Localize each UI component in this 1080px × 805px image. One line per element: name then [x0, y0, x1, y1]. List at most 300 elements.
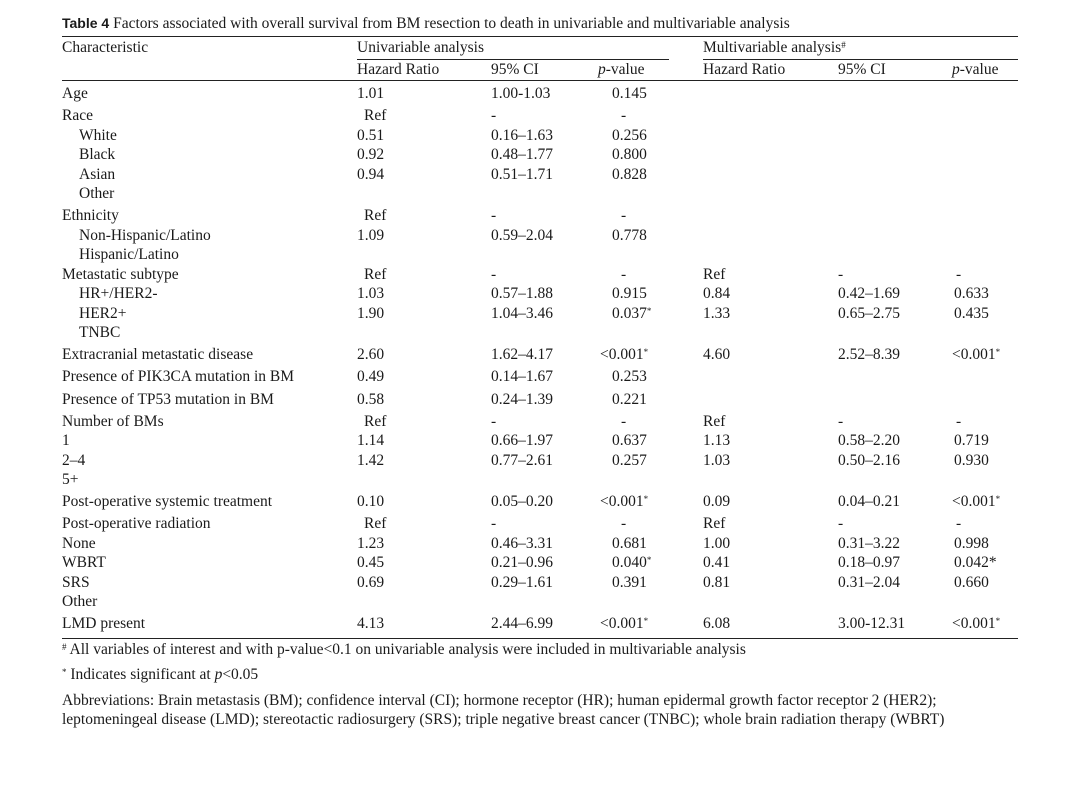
table-row [0, 390, 1080, 410]
univariable-p-value [612, 573, 647, 593]
table-row [0, 284, 1080, 304]
multivariable-p-value [954, 451, 989, 471]
univariable-hazard-ratio-text: 0.92 [357, 146, 385, 163]
univariable-hazard-ratio-text: 0.51 [357, 127, 385, 144]
univariable-hazard-ratio-text: 0.49 [357, 368, 385, 385]
multivariable-p-value [952, 492, 1000, 512]
row-label-text: Non-Hispanic/Latino [79, 227, 211, 244]
multivariable-hazard-ratio-text: 0.41 [703, 554, 731, 571]
univariable-p-value [600, 492, 648, 512]
row-label [62, 614, 145, 634]
row-label [62, 412, 164, 432]
multivariable-ci [838, 553, 900, 573]
table-row [0, 592, 1080, 612]
multivariable-p-value [956, 265, 961, 285]
univariable-ci-text: 1.00-1.03 [491, 85, 551, 102]
univariable-p-value [612, 534, 647, 554]
row-label [62, 534, 96, 554]
univariable-p-value-text: - [621, 515, 627, 532]
univariable-ci [491, 431, 553, 451]
univariable-p-value-text: 0.391 [612, 574, 647, 591]
multivariable-p-value [952, 345, 1000, 365]
table-row [0, 84, 1080, 104]
multivariable-ci [838, 431, 900, 451]
multivariable-hazard-ratio-text: 1.00 [703, 535, 731, 552]
univariable-p-value-text: <0.001 [600, 346, 644, 363]
univariable-p-value-text: <0.001 [600, 493, 644, 510]
multivariable-p-value-text: 0.633 [954, 285, 989, 302]
header-u-p [598, 61, 644, 79]
univariable-ci-text: 0.51–1.71 [491, 166, 553, 183]
row-label-text: Extracranial metastatic disease [62, 346, 254, 363]
row-label [62, 284, 158, 304]
multivariable-p-value [954, 304, 989, 324]
univariable-ci [491, 84, 550, 104]
univariable-hazard-ratio [364, 412, 386, 432]
row-label [62, 265, 179, 285]
multivariable-ci-text: 0.31–3.22 [838, 535, 900, 552]
row-label [62, 451, 85, 471]
row-label [62, 367, 294, 387]
univariable-p-value-text: 0.040 [612, 554, 647, 571]
header-u-p-italic: p [598, 61, 606, 78]
univariable-p-value [612, 165, 647, 185]
univariable-p-value-text: 0.145 [612, 85, 647, 102]
univariable-p-value [621, 265, 626, 285]
multivariable-p-value-text: 0.042* [954, 554, 997, 571]
multivariable-ci-text: 0.42–1.69 [838, 285, 900, 302]
univariable-ci-text: 0.29–1.61 [491, 574, 553, 591]
table-row [0, 514, 1080, 534]
row-label-text: TNBC [79, 324, 121, 341]
footnote-star-p: p [214, 666, 223, 683]
header-u-p-rest: -value [605, 61, 645, 78]
row-label-text: 5+ [62, 471, 79, 488]
univariable-hazard-ratio [357, 367, 384, 387]
multivariable-p-value [956, 412, 961, 432]
row-label [62, 390, 274, 410]
header-multivariable-label: Multivariable analysis [703, 39, 842, 56]
univariable-hazard-ratio-text: 1.09 [357, 227, 385, 244]
univariable-ci-text: 0.66–1.97 [491, 432, 553, 449]
multivariable-hazard-ratio-text: 1.33 [703, 305, 731, 322]
row-label [62, 553, 106, 573]
univariable-hazard-ratio-text: 0.94 [357, 166, 385, 183]
table-row [0, 534, 1080, 554]
multivariable-hazard-ratio-text: 1.03 [703, 452, 731, 469]
univariable-hazard-ratio [357, 553, 384, 573]
multivariable-hazard-ratio [703, 614, 730, 634]
univariable-ci-text: - [491, 266, 497, 283]
row-label [62, 106, 93, 126]
univariable-hazard-ratio [357, 573, 384, 593]
multivariable-p-value-text: <0.001 [952, 346, 996, 363]
row-label-text: Presence of TP53 mutation in BM [62, 391, 274, 408]
univariable-ci [491, 514, 496, 534]
header-m-ci: 95% CI [838, 61, 886, 78]
multivariable-ci [838, 412, 843, 432]
footnote-star [62, 665, 258, 685]
univariable-ci [491, 206, 496, 226]
multivariable-hazard-ratio-text: Ref [703, 515, 726, 532]
multivariable-hazard-ratio [703, 492, 730, 512]
row-label-text: Presence of PIK3CA mutation in BM [62, 368, 295, 385]
univariable-hazard-ratio-text: 1.42 [357, 452, 385, 469]
univariable-hazard-ratio [357, 390, 384, 410]
univariable-hazard-ratio [364, 265, 386, 285]
abbreviations-line-1: Abbreviations: Brain metastasis (BM); confidence interval (CI); hormone receptor (HR); human epidermal growth factor receptor 2 (HER2); [62, 692, 937, 709]
table-row [0, 184, 1080, 204]
significance-mark: * [646, 555, 652, 565]
univariable-hazard-ratio [357, 145, 384, 165]
multivariable-p-value [954, 553, 997, 573]
multivariable-hazard-ratio-text: 0.09 [703, 493, 731, 510]
top-rule [62, 36, 1018, 37]
univariable-hazard-ratio-text: 0.58 [357, 391, 385, 408]
univariable-ci [491, 573, 553, 593]
univariable-p-value [612, 145, 647, 165]
univariable-hazard-ratio [364, 514, 386, 534]
header-m-hr: Hazard Ratio [703, 61, 786, 78]
univariable-ci-text: - [491, 413, 497, 430]
univariable-hazard-ratio [357, 431, 384, 451]
univariable-p-value-text: 0.637 [612, 432, 647, 449]
header-u-ci: 95% CI [491, 61, 539, 78]
multivariable-ci [838, 492, 900, 512]
row-label-text: White [79, 127, 117, 144]
row-label [62, 470, 79, 490]
univariable-hazard-ratio-text: Ref [364, 207, 387, 224]
multivariable-hazard-ratio-text: Ref [703, 413, 726, 430]
multivariable-ci-text: 0.31–2.04 [838, 574, 900, 591]
row-label-text: 2–4 [62, 452, 86, 469]
univariable-p-value-text: 0.221 [612, 391, 647, 408]
row-label [62, 226, 211, 246]
multivariable-ci [838, 284, 900, 304]
row-label-text: Post-operative radiation [62, 515, 211, 532]
table-row [0, 492, 1080, 512]
univariable-hazard-ratio [357, 451, 384, 471]
row-label [62, 345, 253, 365]
univariable-p-value-text: - [621, 207, 627, 224]
row-label-text: Age [62, 85, 88, 102]
univariable-ci [491, 614, 553, 634]
significance-mark: * [995, 616, 1001, 626]
row-label-text: Post-operative systemic treatment [62, 493, 273, 510]
row-label-text: Race [62, 107, 93, 124]
multivariable-hazard-ratio [703, 534, 730, 554]
univariable-p-value [621, 514, 626, 534]
row-label [62, 304, 127, 324]
table-row [0, 367, 1080, 387]
univariable-ci-text: 0.48–1.77 [491, 146, 553, 163]
table-title: Factors associated with overall survival from BM resection to death in univariable and multivariable analysis [113, 15, 790, 32]
univariable-p-value [612, 431, 647, 451]
multivariable-p-value-text: - [956, 266, 962, 283]
multivariable-hazard-ratio-text: 6.08 [703, 615, 731, 632]
header-multivariable-mark: # [841, 40, 846, 50]
univariable-hazard-ratio [357, 534, 384, 554]
multivariable-ci [838, 265, 843, 285]
multivariable-hazard-ratio-text: 4.60 [703, 346, 731, 363]
significance-mark: * [995, 494, 1001, 504]
univariable-hazard-ratio [357, 226, 384, 246]
header-u-hr: Hazard Ratio [357, 61, 440, 78]
multivariable-p-value [954, 284, 989, 304]
table-row [0, 304, 1080, 324]
significance-mark: * [643, 494, 649, 504]
table-row [0, 573, 1080, 593]
bottom-rule [62, 638, 1018, 639]
univariable-ci [491, 304, 553, 324]
univariable-p-value [612, 553, 651, 573]
univariable-hazard-ratio-text: 0.69 [357, 574, 385, 591]
univariable-p-value-text: 0.915 [612, 285, 647, 302]
univariable-ci [491, 367, 553, 387]
multivariable-p-value-text: 0.930 [954, 452, 989, 469]
row-label [62, 84, 88, 104]
univariable-p-value-text: - [621, 266, 627, 283]
multivariable-p-value-text: 0.435 [954, 305, 989, 322]
univariable-p-value-text: <0.001 [600, 615, 644, 632]
multivariable-hazard-ratio [703, 284, 730, 304]
multivariable-ci-text: 3.00-12.31 [838, 615, 906, 632]
univariable-ci-text: 0.57–1.88 [491, 285, 553, 302]
univariable-hazard-ratio [357, 492, 384, 512]
row-label-text: Number of BMs [62, 413, 164, 430]
univariable-ci-text: 0.77–2.61 [491, 452, 553, 469]
multivariable-hazard-ratio-text: Ref [703, 266, 726, 283]
univariable-p-value-text: - [621, 413, 627, 430]
univariable-hazard-ratio-text: 1.23 [357, 535, 385, 552]
univariable-ci [491, 145, 553, 165]
table-row [0, 451, 1080, 471]
multivariable-p-value-text: <0.001 [952, 615, 996, 632]
header-bottom-rule [62, 80, 1018, 81]
row-label-text: HER2+ [79, 305, 127, 322]
univariable-ci-text: - [491, 207, 497, 224]
univariable-hazard-ratio-text: 0.10 [357, 493, 385, 510]
univariable-ci [491, 284, 553, 304]
table-row [0, 412, 1080, 432]
multivariable-p-value [954, 431, 989, 451]
univariable-ci [491, 226, 553, 246]
row-label [62, 126, 117, 146]
univariable-ci [491, 126, 553, 146]
univariable-hazard-ratio [364, 206, 386, 226]
univariable-p-value [612, 451, 647, 471]
row-label-text: 1 [62, 432, 70, 449]
row-label [62, 514, 211, 534]
univariable-ci-text: 1.62–4.17 [491, 346, 553, 363]
univariable-ci-text: - [491, 515, 497, 532]
significance-mark: * [646, 306, 652, 316]
univariable-p-value-text: 0.257 [612, 452, 647, 469]
row-label-text: HR+/HER2- [79, 285, 158, 302]
univariable-hazard-ratio-text: 0.45 [357, 554, 385, 571]
univariable-hazard-ratio-text: 1.03 [357, 285, 385, 302]
multivariable-p-value-text: 0.998 [954, 535, 989, 552]
univariable-p-value-text: 0.681 [612, 535, 647, 552]
multivariable-hazard-ratio-text: 0.84 [703, 285, 731, 302]
multivariable-hazard-ratio-text: 1.13 [703, 432, 731, 449]
multivariable-ci-text: - [838, 515, 844, 532]
row-label-text: SRS [62, 574, 90, 591]
footnote-star-post: <0.05 [222, 666, 259, 683]
table-row [0, 470, 1080, 490]
multivariable-ci-text: 0.58–2.20 [838, 432, 900, 449]
footnote-hash [62, 640, 746, 660]
univariable-ci-text: 1.04–3.46 [491, 305, 553, 322]
univariable-ci-text: 0.16–1.63 [491, 127, 553, 144]
table-row [0, 126, 1080, 146]
table-row [0, 323, 1080, 343]
row-label [62, 492, 272, 512]
univariable-ci-text: 0.46–3.31 [491, 535, 553, 552]
univariable-p-value [600, 614, 648, 634]
significance-mark: * [643, 347, 649, 357]
header-m-p-rest: -value [959, 61, 999, 78]
univariable-hazard-ratio [357, 84, 384, 104]
univariable-ci-text: 0.59–2.04 [491, 227, 553, 244]
multivariable-ci [838, 573, 900, 593]
univariable-p-value [612, 390, 647, 410]
univariable-hazard-ratio-text: 4.13 [357, 615, 385, 632]
univariable-hazard-ratio [357, 614, 384, 634]
table-row [0, 345, 1080, 365]
multivariable-p-value-text: - [956, 515, 962, 532]
multivariable-hazard-ratio [703, 573, 730, 593]
univariable-hazard-ratio-text: Ref [364, 413, 387, 430]
row-label-text: Other [79, 185, 115, 202]
multivariable-ci-text: 0.50–2.16 [838, 452, 900, 469]
table-row [0, 206, 1080, 226]
univariable-hazard-ratio-text: Ref [364, 266, 387, 283]
multivariable-hazard-ratio [703, 514, 725, 534]
multivariable-p-value [954, 534, 989, 554]
header-univariable [357, 39, 484, 57]
row-label [62, 206, 119, 226]
header-m-p-italic: p [952, 61, 960, 78]
univariable-p-value [612, 126, 647, 146]
univariable-ci [491, 412, 496, 432]
univariable-hazard-ratio-text: Ref [364, 515, 387, 532]
univariable-hazard-ratio-text: 1.14 [357, 432, 385, 449]
univariable-hazard-ratio [357, 304, 384, 324]
table-row [0, 145, 1080, 165]
univariable-ci [491, 451, 553, 471]
multivariable-hazard-ratio [703, 451, 730, 471]
header-multivariable [703, 39, 846, 57]
univariable-hazard-ratio-text: Ref [364, 107, 387, 124]
univariable-p-value-text: 0.037 [612, 305, 647, 322]
univariable-p-value [621, 106, 626, 126]
table-caption [62, 15, 790, 33]
significance-mark: * [643, 616, 649, 626]
univariable-ci-text: 0.14–1.67 [491, 368, 553, 385]
multivariable-ci [838, 451, 900, 471]
row-label [62, 145, 115, 165]
univariable-ci [491, 553, 553, 573]
header-characteristic: Characteristic [62, 39, 149, 56]
univariable-ci [491, 165, 553, 185]
multivariable-hazard-ratio [703, 431, 730, 451]
table-row [0, 226, 1080, 246]
table-row [0, 553, 1080, 573]
multivariable-ci-text: - [838, 413, 844, 430]
univariable-p-value [621, 412, 626, 432]
header-m-p [952, 61, 998, 79]
multivariable-ci [838, 534, 900, 554]
univariable-p-value-text: 0.253 [612, 368, 647, 385]
univariable-p-value [612, 226, 647, 246]
row-label [62, 184, 114, 204]
row-label [62, 431, 70, 451]
multivariable-hazard-ratio [703, 265, 725, 285]
univariable-p-value-text: 0.778 [612, 227, 647, 244]
univariable-ci-text: 0.05–0.20 [491, 493, 553, 510]
multivariable-hazard-ratio [703, 412, 725, 432]
multivariable-ci-text: 2.52–8.39 [838, 346, 900, 363]
table-label: Table 4 [62, 15, 110, 31]
univariable-ci [491, 265, 496, 285]
univariable-hazard-ratio [357, 345, 384, 365]
univariable-hazard-ratio [357, 284, 384, 304]
univariable-ci [491, 534, 553, 554]
univariable-p-value-text: 0.828 [612, 166, 647, 183]
table-row [0, 165, 1080, 185]
row-label-text: Ethnicity [62, 207, 119, 224]
table-row [0, 245, 1080, 265]
multivariable-ci [838, 345, 900, 365]
row-label-text: WBRT [62, 554, 106, 571]
row-label-text: Hispanic/Latino [79, 246, 179, 263]
multivariable-hazard-ratio [703, 304, 730, 324]
row-label-text: Metastatic subtype [62, 266, 179, 283]
univariable-ci [491, 390, 553, 410]
row-label-text: LMD present [62, 615, 146, 632]
footnote-hash-mark: # [62, 642, 67, 652]
univariable-ci-text: 0.21–0.96 [491, 554, 553, 571]
univariable-ci-text: - [491, 107, 497, 124]
multivariable-ci-text: - [838, 266, 844, 283]
multivariable-ci [838, 614, 905, 634]
table-row [0, 106, 1080, 126]
table-row [0, 265, 1080, 285]
row-label-text: Other [62, 593, 98, 610]
univariable-subrule [357, 59, 669, 60]
multivariable-p-value-text: 0.660 [954, 574, 989, 591]
univariable-p-value [600, 345, 648, 365]
footnote-star-pre: Indicates significant at [70, 666, 211, 683]
univariable-p-value [612, 304, 651, 324]
multivariable-ci-text: 0.04–0.21 [838, 493, 900, 510]
row-label [62, 165, 115, 185]
row-label-text: Black [79, 146, 116, 163]
footnote-star-mark: * [62, 667, 67, 677]
univariable-p-value [612, 367, 647, 387]
multivariable-hazard-ratio [703, 345, 730, 365]
multivariable-ci-text: 0.65–2.75 [838, 305, 900, 322]
row-label [62, 245, 179, 265]
abbreviations-line-2: leptomeningeal disease (LMD); stereotactic radiosurgery (SRS); triple negative breast cancer (TNBC); whole brain radiation therapy (WBRT) [62, 711, 945, 728]
footnote-hash-text: All variables of interest and with p-value<0.1 on univariable analysis were included in multivariable analysis [69, 641, 746, 658]
univariable-hazard-ratio [357, 126, 384, 146]
multivariable-p-value [956, 514, 961, 534]
multivariable-hazard-ratio-text: 0.81 [703, 574, 731, 591]
row-label-text: Asian [79, 166, 116, 183]
univariable-ci [491, 492, 553, 512]
